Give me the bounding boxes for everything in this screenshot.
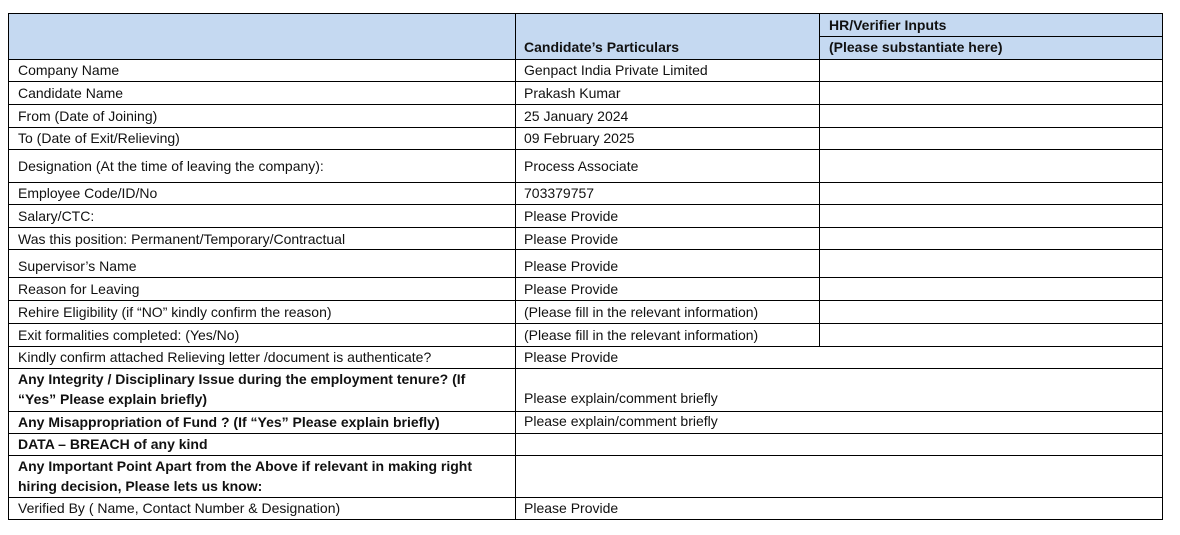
vline: [515, 13, 516, 520]
label-designation: Designation (At the time of leaving the company):: [18, 158, 324, 174]
label-company-name: Company Name: [18, 62, 120, 78]
hline: [8, 149, 1163, 150]
label-relieving-letter: Kindly confirm attached Relieving letter /document is authenticate?: [18, 349, 432, 365]
label-verified-by: Verified By ( Name, Contact Number & Designation): [18, 500, 341, 516]
value-relieving-letter: Please Provide: [524, 349, 619, 365]
value-salary: Please Provide: [524, 208, 619, 224]
vline: [1162, 13, 1163, 520]
value-integrity: Please explain/comment briefly: [524, 390, 718, 406]
label-exit-formalities: Exit formalities completed: (Yes/No): [18, 327, 240, 343]
value-designation: Process Associate: [524, 158, 639, 174]
value-misappropriation: Please explain/comment briefly: [524, 413, 718, 429]
value-employee-code: 703379757: [524, 185, 595, 201]
label-integrity-line1: Any Integrity / Disciplinary Issue during the employment tenure? (If: [18, 371, 466, 387]
label-candidate-name: Candidate Name: [18, 85, 124, 101]
value-position-type: Please Provide: [524, 231, 619, 247]
value-reason-leaving: Please Provide: [524, 281, 619, 297]
label-supervisor: Supervisor’s Name: [18, 258, 137, 274]
hline: [8, 104, 1163, 105]
hr-verifier-title: HR/Verifier Inputs: [829, 17, 947, 33]
label-important-line2: hiring decision, Please lets us know:: [18, 478, 263, 494]
particulars-header: Candidate’s Particulars: [524, 39, 680, 55]
label-rehire: Rehire Eligibility (if “NO” kindly confirm the reason): [18, 304, 332, 320]
hline: [8, 300, 1163, 301]
label-important-line1: Any Important Point Apart from the Above if relevant in making right: [18, 458, 473, 474]
hline: [8, 519, 1163, 520]
hline: [8, 277, 1163, 278]
header-fill-left: [8, 13, 515, 59]
value-rehire: (Please fill in the relevant information): [524, 304, 759, 320]
value-exit-formalities: (Please fill in the relevant information): [524, 327, 759, 343]
value-company-name: Genpact India Private Limited: [524, 62, 708, 78]
value-verified-by: Please Provide: [524, 500, 619, 516]
value-candidate-name: Prakash Kumar: [524, 85, 621, 101]
label-integrity-line2: “Yes” Please explain briefly): [18, 391, 208, 407]
hline: [8, 227, 1163, 228]
label-data-breach: DATA – BREACH of any kind: [18, 436, 208, 452]
label-misappropriation: Any Misappropriation of Fund ? (If “Yes” Please explain briefly): [18, 414, 440, 430]
value-date-exit: 09 February 2025: [524, 130, 635, 146]
label-position-type: Was this position: Permanent/Temporary/Contractual: [18, 231, 346, 247]
hline: [8, 323, 1163, 324]
label-employee-code: Employee Code/ID/No: [18, 185, 158, 201]
vline: [819, 13, 820, 346]
value-date-joining: 25 January 2024: [524, 108, 629, 124]
label-date-joining: From (Date of Joining): [18, 108, 158, 124]
label-reason-leaving: Reason for Leaving: [18, 281, 140, 297]
value-supervisor: Please Provide: [524, 258, 619, 274]
verification-table: [8, 13, 1163, 520]
hline: [8, 81, 1163, 82]
hr-verifier-subtitle: (Please substantiate here): [829, 39, 1003, 55]
label-salary: Salary/CTC:: [18, 208, 95, 224]
vline: [8, 13, 9, 520]
hline: [8, 13, 1163, 14]
hline: [8, 204, 1163, 205]
label-date-exit: To (Date of Exit/Relieving): [18, 130, 180, 146]
